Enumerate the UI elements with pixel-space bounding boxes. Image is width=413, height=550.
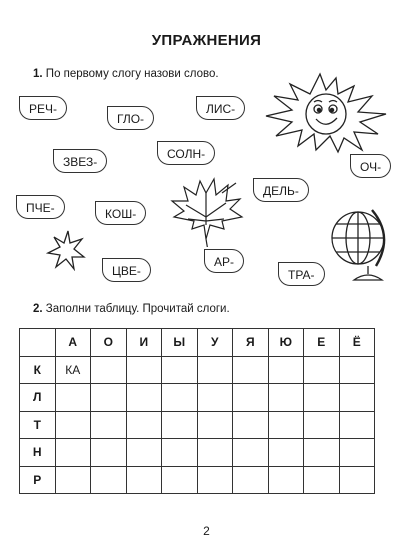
syllable-cell[interactable]: [126, 384, 162, 412]
syllable-cell[interactable]: [162, 384, 198, 412]
syllable-cell[interactable]: [91, 356, 127, 384]
syllable-card: РЕЧ-: [19, 96, 67, 120]
syllable-cell[interactable]: [233, 466, 269, 494]
syllable-cell[interactable]: [91, 384, 127, 412]
table-row: [20, 466, 375, 494]
syllable-cell[interactable]: [339, 466, 375, 494]
syllable-cell[interactable]: [162, 411, 198, 439]
syllable-cell[interactable]: [91, 411, 127, 439]
page-number: 2: [203, 524, 210, 538]
task-1-number: 1.: [33, 68, 43, 80]
table-row: [20, 356, 375, 384]
syllable-card: ДЕЛЬ-: [253, 178, 309, 202]
syllable-card: ОЧ-: [350, 154, 391, 178]
syllable-cell[interactable]: [233, 356, 269, 384]
syllable-cell[interactable]: [339, 411, 375, 439]
syllable-cell[interactable]: [197, 356, 233, 384]
syllable-cell[interactable]: [268, 356, 304, 384]
vowel-header-cell: Ю: [268, 329, 304, 357]
syllable-cell[interactable]: [268, 439, 304, 467]
syllable-card: АР-: [204, 249, 244, 273]
maple-leaf-icon: [166, 177, 246, 247]
syllable-cell[interactable]: [339, 356, 375, 384]
table-header-row: [20, 329, 375, 357]
task-1: [33, 68, 219, 80]
syllable-cell[interactable]: [304, 466, 340, 494]
syllable-card: ПЧЕ-: [16, 195, 65, 219]
syllable-card: ГЛО-: [107, 106, 154, 130]
syllable-card: ЛИС-: [196, 96, 245, 120]
vowel-header-cell: Ы: [162, 329, 198, 357]
task-1-text: По первому слогу назови слово.: [45, 68, 219, 80]
task-2-text: Заполни таблицу. Прочитай слоги.: [45, 303, 230, 315]
syllable-cell[interactable]: [162, 356, 198, 384]
syllable-cell[interactable]: [55, 411, 91, 439]
syllable-cell[interactable]: [126, 439, 162, 467]
vowel-header-cell: У: [197, 329, 233, 357]
syllable-card: СОЛН-: [157, 141, 215, 165]
vowel-header-cell: О: [91, 329, 127, 357]
syllable-card: ТРА-: [278, 262, 325, 286]
star-icon: [46, 229, 86, 271]
vowel-header-cell: И: [126, 329, 162, 357]
page-title: УПРАЖНЕНИЯ: [151, 32, 262, 49]
sun-icon: [262, 72, 390, 154]
syllable-cell[interactable]: [197, 439, 233, 467]
syllable-cell[interactable]: [197, 466, 233, 494]
syllable-cell[interactable]: [304, 439, 340, 467]
vowel-header-cell: Ё: [339, 329, 375, 357]
syllable-cell[interactable]: [233, 439, 269, 467]
syllable-cell[interactable]: [162, 466, 198, 494]
syllable-cell[interactable]: [91, 466, 127, 494]
task-2-number: 2.: [33, 303, 43, 315]
syllable-cell[interactable]: [304, 411, 340, 439]
syllable-cell[interactable]: КА: [55, 356, 91, 384]
syllable-cell[interactable]: [268, 411, 304, 439]
task-2: [33, 303, 230, 315]
consonant-header-cell: Т: [20, 411, 56, 439]
syllable-table: [19, 328, 375, 494]
syllable-cell[interactable]: [55, 384, 91, 412]
syllable-cell[interactable]: [339, 384, 375, 412]
vowel-header-cell: А: [55, 329, 91, 357]
consonant-header-cell: К: [20, 356, 56, 384]
syllable-cell[interactable]: [233, 411, 269, 439]
consonant-header-cell: Р: [20, 466, 56, 494]
syllable-cell[interactable]: [233, 384, 269, 412]
syllable-card: ЗВЕЗ-: [53, 149, 107, 173]
syllable-cell[interactable]: [91, 439, 127, 467]
syllable-cell[interactable]: [126, 411, 162, 439]
syllable-cell[interactable]: [126, 356, 162, 384]
syllable-cell[interactable]: [268, 384, 304, 412]
syllable-cell[interactable]: [268, 466, 304, 494]
syllable-cell[interactable]: [304, 384, 340, 412]
consonant-header-cell: Л: [20, 384, 56, 412]
syllable-card: ЦВЕ-: [102, 258, 151, 282]
syllable-cell[interactable]: [162, 439, 198, 467]
syllable-cell[interactable]: [126, 466, 162, 494]
syllable-cell[interactable]: [55, 439, 91, 467]
table-corner-cell: [20, 329, 56, 357]
globe-icon: [328, 200, 390, 284]
syllable-cell[interactable]: [197, 411, 233, 439]
vowel-header-cell: Е: [304, 329, 340, 357]
table-row: [20, 384, 375, 412]
syllable-cell[interactable]: [339, 439, 375, 467]
vowel-header-cell: Я: [233, 329, 269, 357]
syllable-cell[interactable]: [197, 384, 233, 412]
syllable-card: КОШ-: [95, 201, 146, 225]
consonant-header-cell: Н: [20, 439, 56, 467]
syllable-cell[interactable]: [55, 466, 91, 494]
table-row: [20, 439, 375, 467]
table-row: [20, 411, 375, 439]
syllable-cell[interactable]: [304, 356, 340, 384]
